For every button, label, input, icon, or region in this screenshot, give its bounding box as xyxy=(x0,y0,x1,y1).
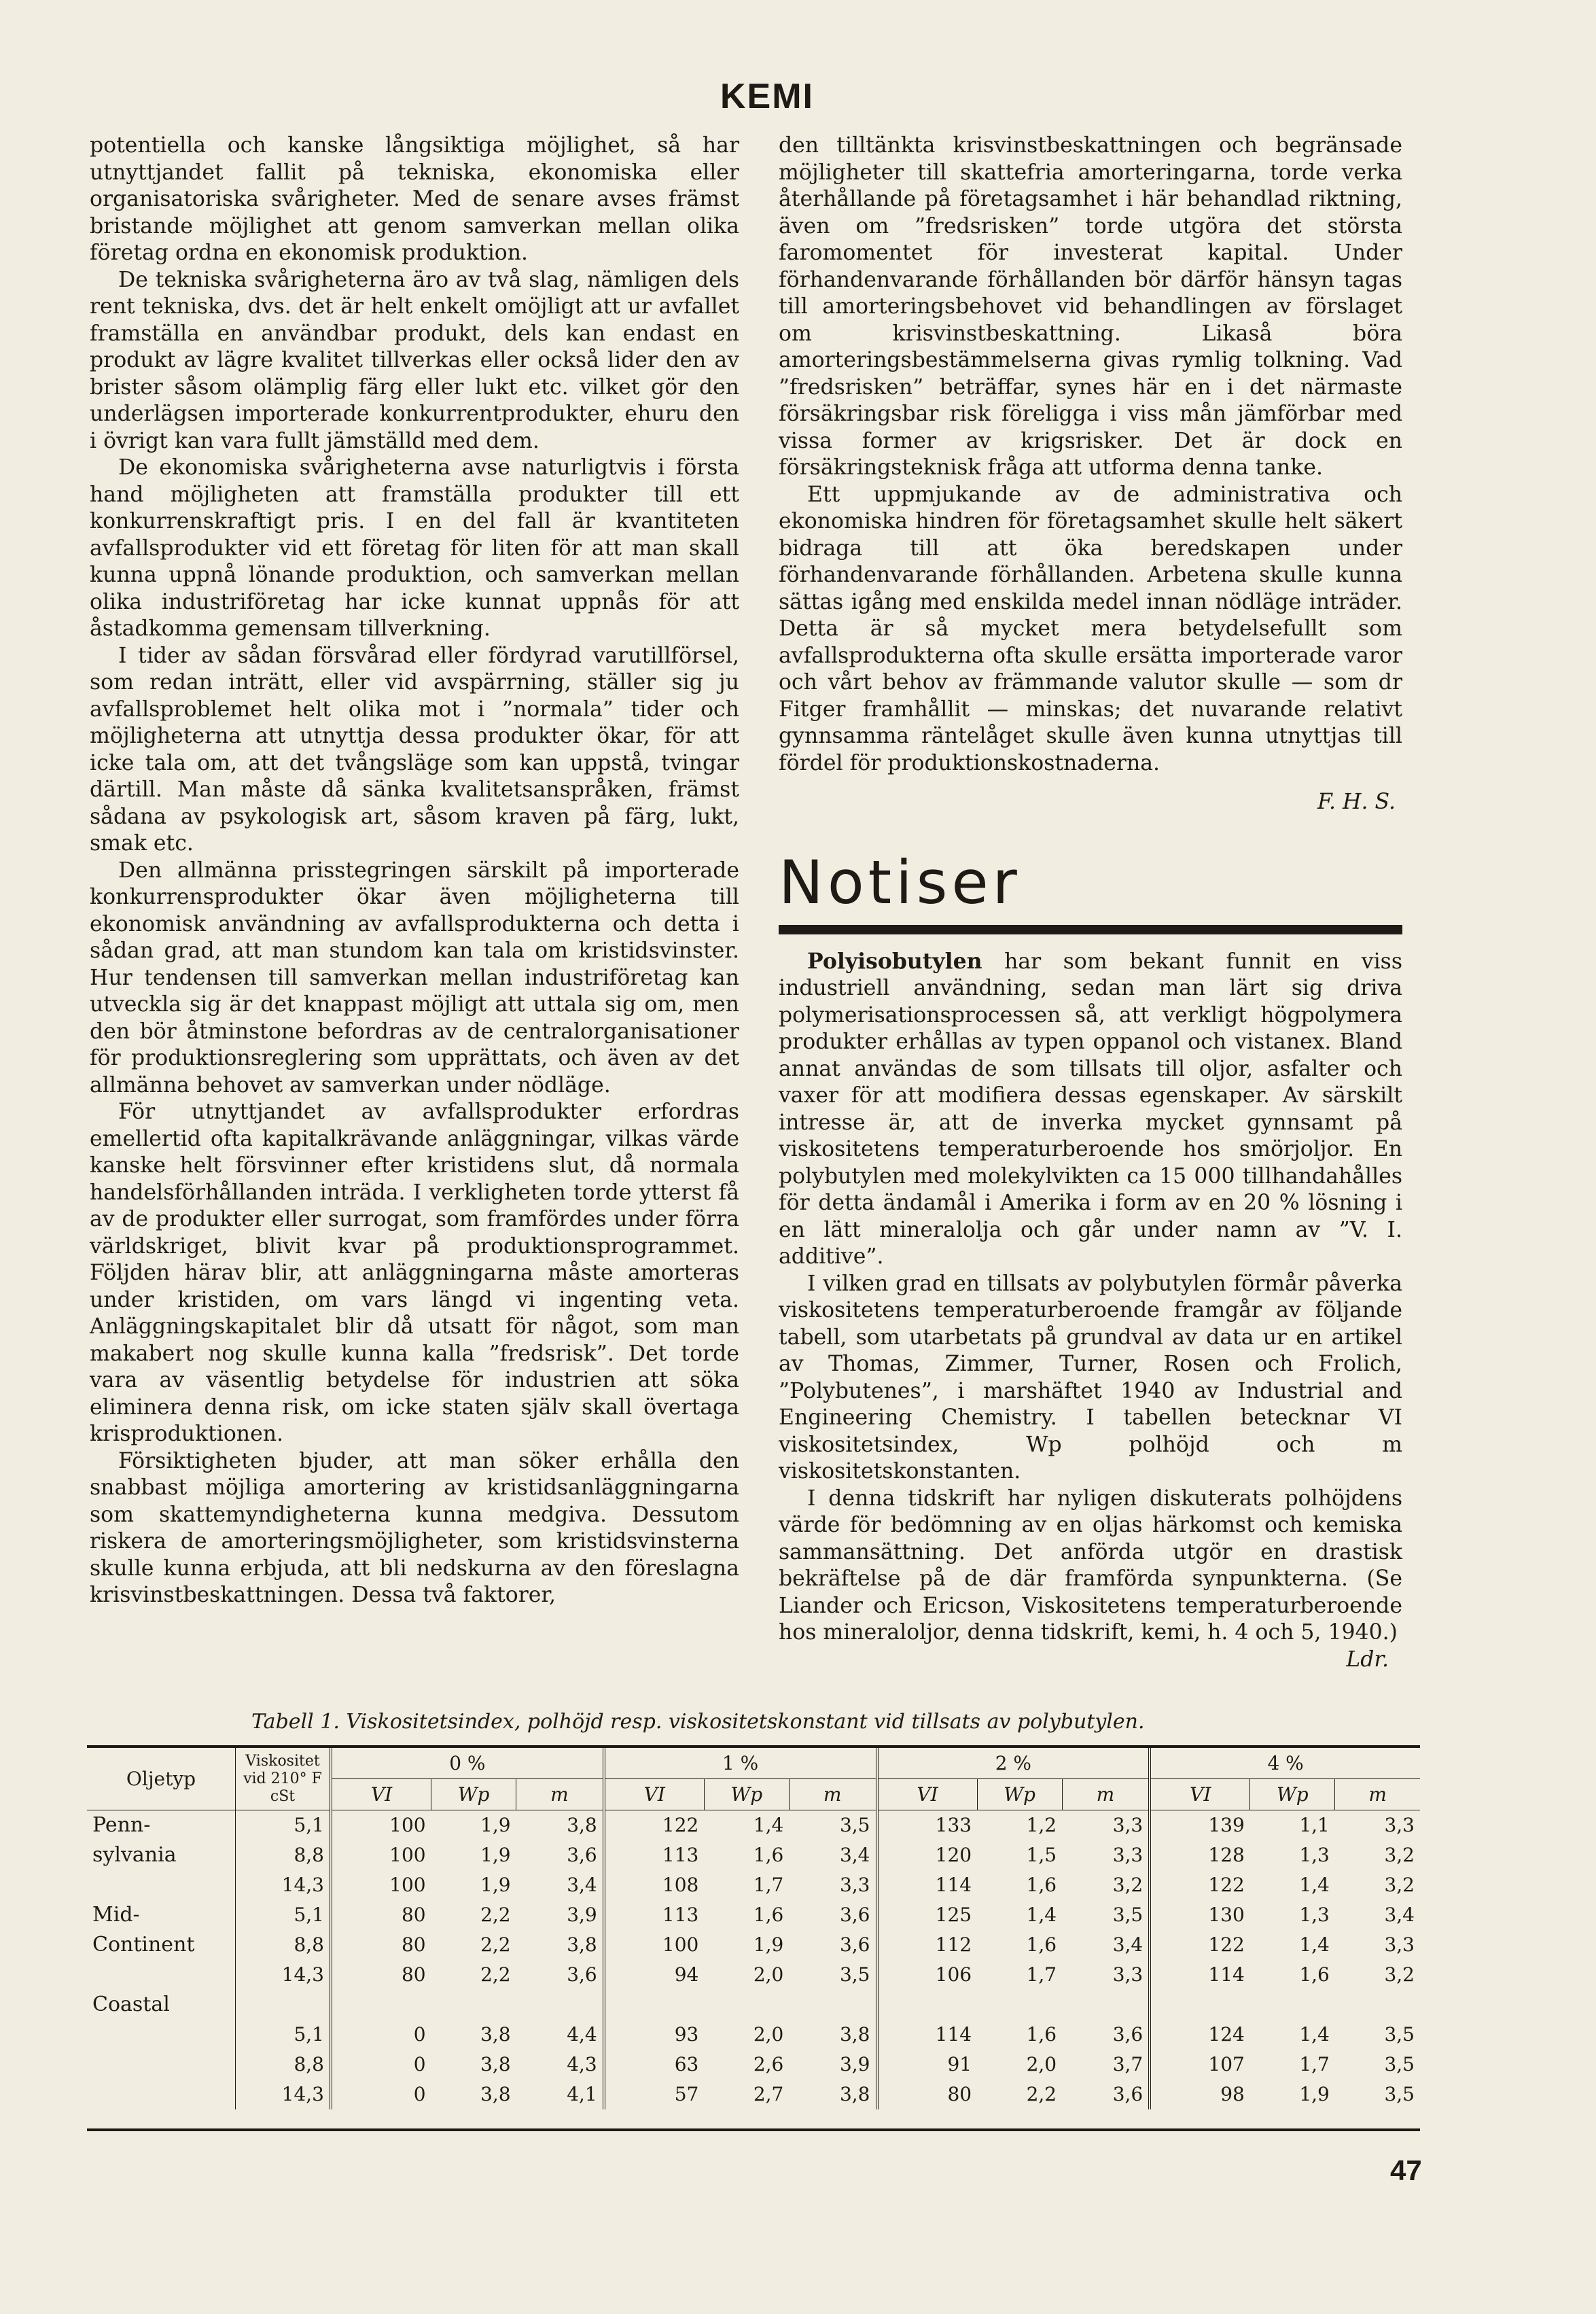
value-cell: 124 xyxy=(1150,2020,1250,2050)
value-cell: 2,2 xyxy=(480,1963,511,1986)
viscosity-cell: 8,8 xyxy=(236,2050,332,2080)
value-cell: 112 xyxy=(877,1930,978,1960)
paragraph-text: har som bekant funnit en viss industriell användning, sedan man lärt sig driva polymerisationsprocessen så, att verkligt högpolymera produkter erhållas av typen oppanol och vistanex. Bland annat användas de som tillsats till oljor, asfalter och vaxer för att modifiera dessas egenskaper. Av särskilt intresse är, att de inverka mycket gynnsamt på viskositetens temperaturberoende hos smörjoljor. En polybutylen med molekylvikten ca 15 000 tillhandahålles för detta ändamål i Amerika i form av en 20 % lösning i en lätt mineralolja och går under namn av ”V. I. additive”. xyxy=(779,949,1402,1269)
value-cell: 128 xyxy=(1150,1840,1250,1870)
value-cell: 3,7 xyxy=(1112,2053,1143,2075)
value-cell: 3,8 xyxy=(567,1933,597,1956)
value-cell: 139 xyxy=(1150,1810,1250,1841)
journal-header: KEMI xyxy=(720,77,814,116)
value-cell: 1,9 xyxy=(1299,2083,1330,2105)
value-cell: 2,2 xyxy=(480,1904,511,1926)
value-cell: 4,4 xyxy=(567,2023,597,2046)
value-cell: 3,4 xyxy=(839,1844,870,1866)
value-cell xyxy=(1150,1990,1250,2020)
table-row xyxy=(87,1900,1420,1930)
value-cell xyxy=(604,1990,705,2020)
value-cell xyxy=(789,1990,876,2020)
header-wp: Wp xyxy=(704,1779,789,1810)
value-cell: 108 xyxy=(604,1870,705,1900)
value-cell: 1,9 xyxy=(480,1814,511,1836)
value-cell: 113 xyxy=(604,1840,705,1870)
oil-type-cell: Penn- xyxy=(92,1813,151,1837)
paragraph: I vilken grad en tillsats av polybutylen förmår påverka viskositetens temperaturberoende framgår av följande tabell, som utarbetats på grundval av data ur en artikel av Thomas, Zimmer, Turner, Rosen och Frolich, ”Polybutenes”, i marshäftet 1940 av Industrial and Engineering Chemistry. I tabellen betecknar VI viskositetsindex, Wp polhöjd och m viskositetskonstanten. xyxy=(779,1271,1402,1484)
value-cell: 3,2 xyxy=(1384,1963,1415,1986)
paragraph-text: I denna tidskrift har nyligen diskuterats polhöjdens värde för bedömning av en oljas härkomst och kemiska sammansättning. Det anförda utgör en drastisk bekräftelse på de där framförda synpunkterna. (Se Liander och Ericson, Viskositetens temperaturberoende hos mineraloljor, denna tidskrift, kemi, h. 4 och 5, 1940.) xyxy=(779,1486,1402,1645)
value-cell: 1,5 xyxy=(1026,1844,1057,1866)
header-vi: VI xyxy=(877,1779,978,1810)
value-cell: 122 xyxy=(604,1810,705,1841)
value-cell: 3,9 xyxy=(567,1904,597,1926)
value-cell: 106 xyxy=(877,1960,978,1990)
author-signature: Ldr. xyxy=(1346,1647,1389,1672)
author-signature: F. H. S. xyxy=(1317,790,1396,814)
table-row xyxy=(87,2020,1420,2050)
table-row xyxy=(87,1840,1420,1870)
value-cell: 3,4 xyxy=(1112,1933,1143,1956)
value-cell xyxy=(1062,1990,1150,2020)
oil-type-cell xyxy=(87,2080,236,2109)
value-cell: 1,3 xyxy=(1299,1904,1330,1926)
table-row xyxy=(87,1960,1420,1990)
value-cell: 3,8 xyxy=(839,2083,870,2105)
value-cell: 2,0 xyxy=(753,2023,784,2046)
value-cell: 100 xyxy=(331,1810,431,1841)
value-cell: 57 xyxy=(604,2080,705,2109)
viscosity-cell: 8,8 xyxy=(236,1840,332,1870)
value-cell: 3,9 xyxy=(839,2053,870,2075)
value-cell: 3,3 xyxy=(1112,1844,1143,1866)
table-row xyxy=(87,1990,1420,2020)
header-wp: Wp xyxy=(977,1779,1062,1810)
value-cell: 122 xyxy=(1150,1870,1250,1900)
header-group: 2 % xyxy=(877,1748,1150,1779)
value-cell: 3,5 xyxy=(1384,2053,1415,2075)
value-cell: 1,6 xyxy=(1026,2023,1057,2046)
value-cell: 3,3 xyxy=(839,1874,870,1896)
value-cell: 0 xyxy=(331,2080,431,2109)
value-cell: 3,5 xyxy=(1112,1904,1143,1926)
value-cell: 3,5 xyxy=(1384,2083,1415,2105)
value-cell: 3,8 xyxy=(480,2023,511,2046)
value-cell: 130 xyxy=(1150,1900,1250,1930)
value-cell: 3,3 xyxy=(1384,1933,1415,1956)
header-viscosity: Viskositet vid 210° F cSt xyxy=(236,1748,332,1810)
value-cell: 0 xyxy=(331,2050,431,2080)
value-cell: 3,2 xyxy=(1384,1844,1415,1866)
header-group: 1 % xyxy=(604,1748,877,1779)
viscosity-cell xyxy=(236,1990,332,2020)
oil-type-cell: Mid- xyxy=(92,1903,140,1927)
value-cell: 100 xyxy=(331,1840,431,1870)
value-cell: 3,6 xyxy=(839,1904,870,1926)
value-cell: 63 xyxy=(604,2050,705,2080)
header-oljetyp: Oljetyp xyxy=(87,1748,236,1810)
value-cell: 4,1 xyxy=(567,2083,597,2105)
value-cell: 3,3 xyxy=(1112,1814,1143,1836)
oil-type-cell xyxy=(87,2020,236,2050)
value-cell: 114 xyxy=(877,1870,978,1900)
table-row xyxy=(87,2080,1420,2109)
value-cell: 80 xyxy=(877,2080,978,2109)
oil-type-cell xyxy=(87,1870,236,1900)
value-cell: 94 xyxy=(604,1960,705,1990)
oil-type-cell xyxy=(87,2050,236,2080)
heading-rule xyxy=(779,925,1402,934)
value-cell: 1,7 xyxy=(753,1874,784,1896)
table-row xyxy=(87,1930,1420,1960)
header-m: m xyxy=(1062,1779,1150,1810)
value-cell: 113 xyxy=(604,1900,705,1930)
paragraph: Försiktigheten bjuder, att man söker erhålla den snabbast möjliga amortering av kristidsanläggningarna som skattemyndigheterna kunna medgiva. Dessutom riskera de amorteringsmöjligheter, som kristidsvinsterna skulle kunna erbjuda, att bli nedskurna av den föreslagna krisvinstbeskattningen. Dessa två faktorer, xyxy=(90,1448,739,1607)
value-cell: 1,9 xyxy=(480,1844,511,1866)
viscosity-cell: 8,8 xyxy=(236,1930,332,1960)
value-cell: 122 xyxy=(1150,1930,1250,1960)
viscosity-cell: 5,1 xyxy=(236,2020,332,2050)
value-cell: 2,2 xyxy=(1026,2083,1057,2105)
value-cell: 1,9 xyxy=(480,1874,511,1896)
value-cell: 1,6 xyxy=(1299,1963,1330,1986)
value-cell: 3,2 xyxy=(1112,1874,1143,1896)
table-body xyxy=(87,1810,1420,2110)
value-cell: 3,4 xyxy=(1384,1904,1415,1926)
value-cell xyxy=(1335,1990,1420,2020)
right-column xyxy=(779,133,1402,1673)
viscosity-table xyxy=(87,1745,1420,2131)
header-m: m xyxy=(789,1779,876,1810)
value-cell: 80 xyxy=(331,1930,431,1960)
value-cell: 3,5 xyxy=(839,1963,870,1986)
value-cell: 1,1 xyxy=(1299,1814,1330,1836)
value-cell: 3,2 xyxy=(1384,1874,1415,1896)
value-cell: 4,3 xyxy=(567,2053,597,2075)
value-cell: 3,8 xyxy=(567,1814,597,1836)
oil-type-cell: Coastal xyxy=(92,1993,170,2016)
value-cell: 3,8 xyxy=(480,2083,511,2105)
value-cell: 3,5 xyxy=(839,1814,870,1836)
value-cell: 2,0 xyxy=(753,1963,784,1986)
value-cell xyxy=(877,1990,978,2020)
value-cell xyxy=(704,1990,789,2020)
paragraph: potentiella och kanske långsiktiga möjlighet, så har utnyttjandet fallit på tekniska, ekonomiska eller organisatoriska svårigheter. Med de senare avses främst bristande möjlighet att genom samverkan mellan olika företag ordna en ekonomisk produktion. xyxy=(90,133,739,265)
page-number: 47 xyxy=(1390,2154,1422,2186)
value-cell: 100 xyxy=(604,1930,705,1960)
value-cell: 2,6 xyxy=(753,2053,784,2075)
value-cell: 100 xyxy=(331,1870,431,1900)
value-cell: 1,3 xyxy=(1299,1844,1330,1866)
value-cell: 2,2 xyxy=(480,1933,511,1956)
value-cell: 80 xyxy=(331,1900,431,1930)
table-row xyxy=(87,1870,1420,1900)
value-cell xyxy=(431,1990,516,2020)
section-heading: Notiser xyxy=(779,847,1021,917)
paragraph: Den allmänna prisstegringen särskilt på importerade konkurrensprodukter ökar även möjligheterna till ekonomisk användning av avfallsprodukterna och detta i sådan grad, att man stundom kan tala om kristidsvinster. Hur tendensen till samverkan mellan industriföretag kan utveckla sig är det knappast möjligt att uttala sig om, men den bör åtminstone befordras av de centralorganisationer för produktionsreglering som upprättats, och även av det allmänna behovet av samverkan under nödläge. xyxy=(90,858,739,1098)
value-cell xyxy=(331,1990,431,2020)
oil-type-cell xyxy=(87,1960,236,1990)
value-cell: 114 xyxy=(877,2020,978,2050)
paragraph: I tider av sådan försvårad eller fördyrad varutillförsel, som redan inträtt, eller vid avspärrning, ställer sig ju avfallsproblemet helt olika mot i ”normala” tider och möjligheterna att utnyttja dessa produkter ökar, för att icke tala om, att det tvångsläge som kan uppstå, tvingar därtill. Man måste då sänka kvalitetsanspråken, främst sådana av psykologisk art, såsom kraven på färg, lukt, smak etc. xyxy=(90,643,739,856)
value-cell: 98 xyxy=(1150,2080,1250,2109)
value-cell: 3,4 xyxy=(567,1874,597,1896)
value-cell: 3,3 xyxy=(1384,1814,1415,1836)
oil-type-cell: Continent xyxy=(92,1933,195,1957)
value-cell: 114 xyxy=(1150,1960,1250,1990)
value-cell: 1,6 xyxy=(1026,1933,1057,1956)
viscosity-cell: 14,3 xyxy=(236,2080,332,2109)
value-cell: 3,6 xyxy=(567,1963,597,1986)
value-cell: 120 xyxy=(877,1840,978,1870)
value-cell: 2,0 xyxy=(1026,2053,1057,2075)
paragraph: De tekniska svårigheterna äro av två slag, nämligen dels rent tekniska, dvs. det är helt enkelt omöjligt att ur avfallet framställa en användbar produkt, dels kan endast en produkt av lägre kvalitet tillverkas eller också lider den av brister såsom olämplig färg eller lukt etc. vilket gör den underlägsen importerade konkurrentprodukter, ehuru den i övrigt kan vara fullt jämställd med dem. xyxy=(90,267,739,453)
value-cell: 1,6 xyxy=(753,1904,784,1926)
header-vi: VI xyxy=(604,1779,705,1810)
value-cell: 3,8 xyxy=(480,2053,511,2075)
value-cell: 93 xyxy=(604,2020,705,2050)
paragraph: De ekonomiska svårigheterna avse naturligtvis i första hand möjligheten att framställa produkter till ett konkurrenskraftigt pris. I en del fall är kvantiteten avfallsprodukter vid ett företag för liten för att man skall kunna uppnå lönande produktion, och samverkan mellan olika industriföretag har icke kunnat uppnås för att åstadkomma gemensam tillverkning. xyxy=(90,455,739,641)
lead-term: Polyisobutylen xyxy=(807,948,982,974)
left-column xyxy=(90,133,739,1609)
value-cell xyxy=(516,1990,604,2020)
value-cell: 1,4 xyxy=(1299,1874,1330,1896)
value-cell: 1,9 xyxy=(753,1933,784,1956)
value-cell: 133 xyxy=(877,1810,978,1841)
value-cell: 3,3 xyxy=(1112,1963,1143,1986)
value-cell xyxy=(977,1990,1062,2020)
value-cell: 1,7 xyxy=(1299,2053,1330,2075)
paragraph xyxy=(779,1486,1402,1672)
value-cell: 125 xyxy=(877,1900,978,1930)
value-cell: 3,6 xyxy=(1112,2083,1143,2105)
value-cell: 107 xyxy=(1150,2050,1250,2080)
value-cell: 1,4 xyxy=(1026,1904,1057,1926)
value-cell xyxy=(1250,1990,1335,2020)
paragraph: den tilltänkta krisvinstbeskattningen och begränsade möjligheter till skattefria amorteringarna, torde verka återhållande på företagsamhet i här behandlad riktning, även om ”fredsrisken” torde utgöra det största faromomentet för investerat kapital. Under förhandenvarande förhållanden bör därför hänsyn tagas till amorteringsbehovet vid behandlingen av förslaget om krisvinstbeskattning. Likaså böra amorteringsbestämmelserna givas rymlig tolkning. Vad ”fredsrisken” beträffar, synes här en i det närmaste försäkringsbar risk föreligga i viss mån jämförbar med vissa former av krigsrisker. Det är dock en försäkringsteknisk fråga att utforma denna tanke. xyxy=(779,133,1402,480)
value-cell: 1,4 xyxy=(1299,1933,1330,1956)
value-cell: 1,4 xyxy=(753,1814,784,1836)
header-m: m xyxy=(1335,1779,1420,1810)
value-cell: 3,8 xyxy=(839,2023,870,2046)
value-cell: 3,6 xyxy=(567,1844,597,1866)
value-cell: 1,4 xyxy=(1299,2023,1330,2046)
header-vi: VI xyxy=(331,1779,431,1810)
value-cell: 1,6 xyxy=(1026,1874,1057,1896)
value-cell: 91 xyxy=(877,2050,978,2080)
paragraph xyxy=(779,948,1402,1271)
table-row xyxy=(87,1810,1420,1841)
value-cell: 2,7 xyxy=(753,2083,784,2105)
value-cell: 3,5 xyxy=(1384,2023,1415,2046)
value-cell: 80 xyxy=(331,1960,431,1990)
value-cell: 1,2 xyxy=(1026,1814,1057,1836)
paragraph: För utnyttjandet av avfallsprodukter erfordras emellertid ofta kapitalkrävande anläggningar, vilkas värde kanske helt försvinner efter kristidens slut, då normala handelsförhållanden inträda. I verkligheten torde ytterst få av de produkter eller surrogat, som framfördes under förra världskriget, blivit kvar på produktionsprogrammet. Följden härav blir, att anläggningarna måste amorteras under kristiden, om vars längd vi ingenting veta. Anläggningskapitalet blir då utsatt för något, som man makabert nog skulle kunna kalla ”fredsrisk”. Det torde vara av väsentlig betydelse för industrien att söka eliminera denna risk, om icke staten själv skall övertaga krisproduktionen. xyxy=(90,1100,739,1446)
viscosity-cell: 5,1 xyxy=(236,1810,332,1841)
viscosity-cell: 14,3 xyxy=(236,1960,332,1990)
header-vi: VI xyxy=(1150,1779,1250,1810)
header-wp: Wp xyxy=(1250,1779,1335,1810)
value-cell: 1,7 xyxy=(1026,1963,1057,1986)
value-cell: 3,6 xyxy=(839,1933,870,1956)
header-group: 0 % xyxy=(331,1748,604,1779)
value-cell: 0 xyxy=(331,2020,431,2050)
viscosity-cell: 14,3 xyxy=(236,1870,332,1900)
paragraph: Ett uppmjukande av de administrativa och ekonomiska hindren för företagsamhet skulle helt säkert bidraga till att öka beredskapen under förhandenvarande förhållanden. Arbetena skulle kunna sättas igång med enskilda medel innan nödläge inträder. Detta är så mycket mera betydelsefullt som avfallsprodukterna ofta skulle ersätta importerade varor och vårt behov av främmande valutor skulle — som dr Fitger framhållit — minskas; det nuvarande relativt gynnsamma räntelåget skulle även kunna utnyttjas till fördel för produktionskostnaderna. xyxy=(779,482,1402,775)
table-caption: Tabell 1. Viskositetsindex, polhöjd resp. viskositetskonstant vid tillsats av polybutylen. xyxy=(251,1710,1145,1734)
viscosity-cell: 5,1 xyxy=(236,1900,332,1930)
header-m: m xyxy=(516,1779,604,1810)
value-cell: 3,6 xyxy=(1112,2023,1143,2046)
oil-type-cell: sylvania xyxy=(92,1843,177,1867)
value-cell: 1,6 xyxy=(753,1844,784,1866)
header-group: 4 % xyxy=(1150,1748,1420,1779)
header-wp: Wp xyxy=(431,1779,516,1810)
table-row xyxy=(87,2050,1420,2080)
